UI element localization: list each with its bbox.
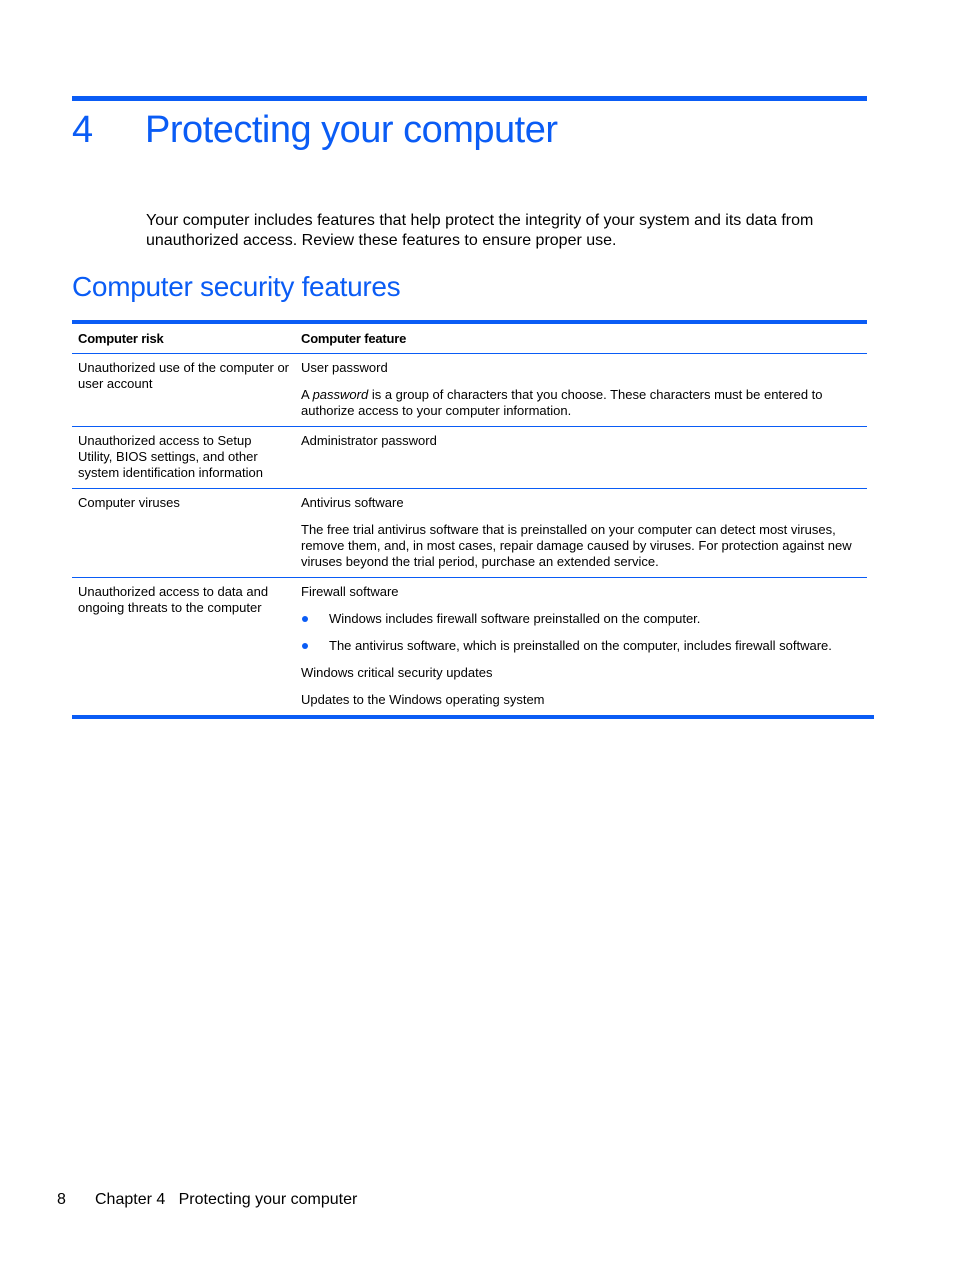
list-item-text: Windows includes firewall software preinstalled on the computer. <box>329 611 701 626</box>
table-row <box>72 489 867 578</box>
bullet-list <box>301 611 855 654</box>
feature-cell <box>295 360 867 418</box>
feature-extra: Windows critical security updates <box>301 665 493 680</box>
chapter-title: Protecting your computer <box>145 109 558 151</box>
table-row <box>72 354 867 427</box>
feature-title: Administrator password <box>301 433 437 448</box>
desc-prefix: A <box>301 387 313 402</box>
page-number: 8 <box>57 1191 66 1208</box>
list-item <box>301 611 855 627</box>
desc-italic-term: password <box>312 387 369 402</box>
feature-cell <box>295 495 867 569</box>
header-computer-risk: Computer risk <box>78 330 164 346</box>
table-row <box>72 427 867 489</box>
bullet-icon <box>302 643 308 649</box>
chapter-rule <box>72 96 867 101</box>
feature-cell <box>295 433 867 480</box>
risk-cell: Unauthorized use of the computer or user account <box>78 360 290 391</box>
feature-cell <box>295 584 867 707</box>
feature-description: The free trial antivirus software that is preinstalled on your computer can detect most viruses, remove them, and, in most cases, repair damage caused by viruses. For protection against new viruses beyond the trial period, purchase an extended service. <box>301 522 852 569</box>
feature-description <box>301 387 855 419</box>
header-computer-feature: Computer feature <box>301 330 407 346</box>
desc-suffix: is a group of characters that you choose. These characters must be entered to authorize access to your computer information. <box>301 387 823 418</box>
feature-extra: Updates to the Windows operating system <box>301 692 545 707</box>
page-footer <box>57 1190 357 1210</box>
table-header-row <box>72 324 867 354</box>
section-title: Computer security features <box>72 271 401 302</box>
risk-cell: Unauthorized access to data and ongoing threats to the computer <box>78 584 269 615</box>
list-item <box>301 638 855 654</box>
security-features-table <box>72 320 867 715</box>
footer-chapter-label: Chapter 4 Protecting your computer <box>95 1191 358 1208</box>
feature-title: Firewall software <box>301 584 399 599</box>
list-item-text: The antivirus software, which is preinstalled on the computer, includes firewall software. <box>329 638 832 653</box>
table-bottom-rule <box>72 715 874 719</box>
risk-cell: Computer viruses <box>78 495 180 510</box>
chapter-number: 4 <box>72 109 93 151</box>
table-row <box>72 578 867 715</box>
bullet-icon <box>302 616 308 622</box>
feature-title: User password <box>301 360 388 375</box>
feature-title: Antivirus software <box>301 495 404 510</box>
intro-paragraph: Your computer includes features that help protect the integrity of your system and its data from unauthorized access. Review these features to ensure proper use. <box>146 212 814 249</box>
risk-cell: Unauthorized access to Setup Utility, BIOS settings, and other system identification information <box>78 433 263 480</box>
